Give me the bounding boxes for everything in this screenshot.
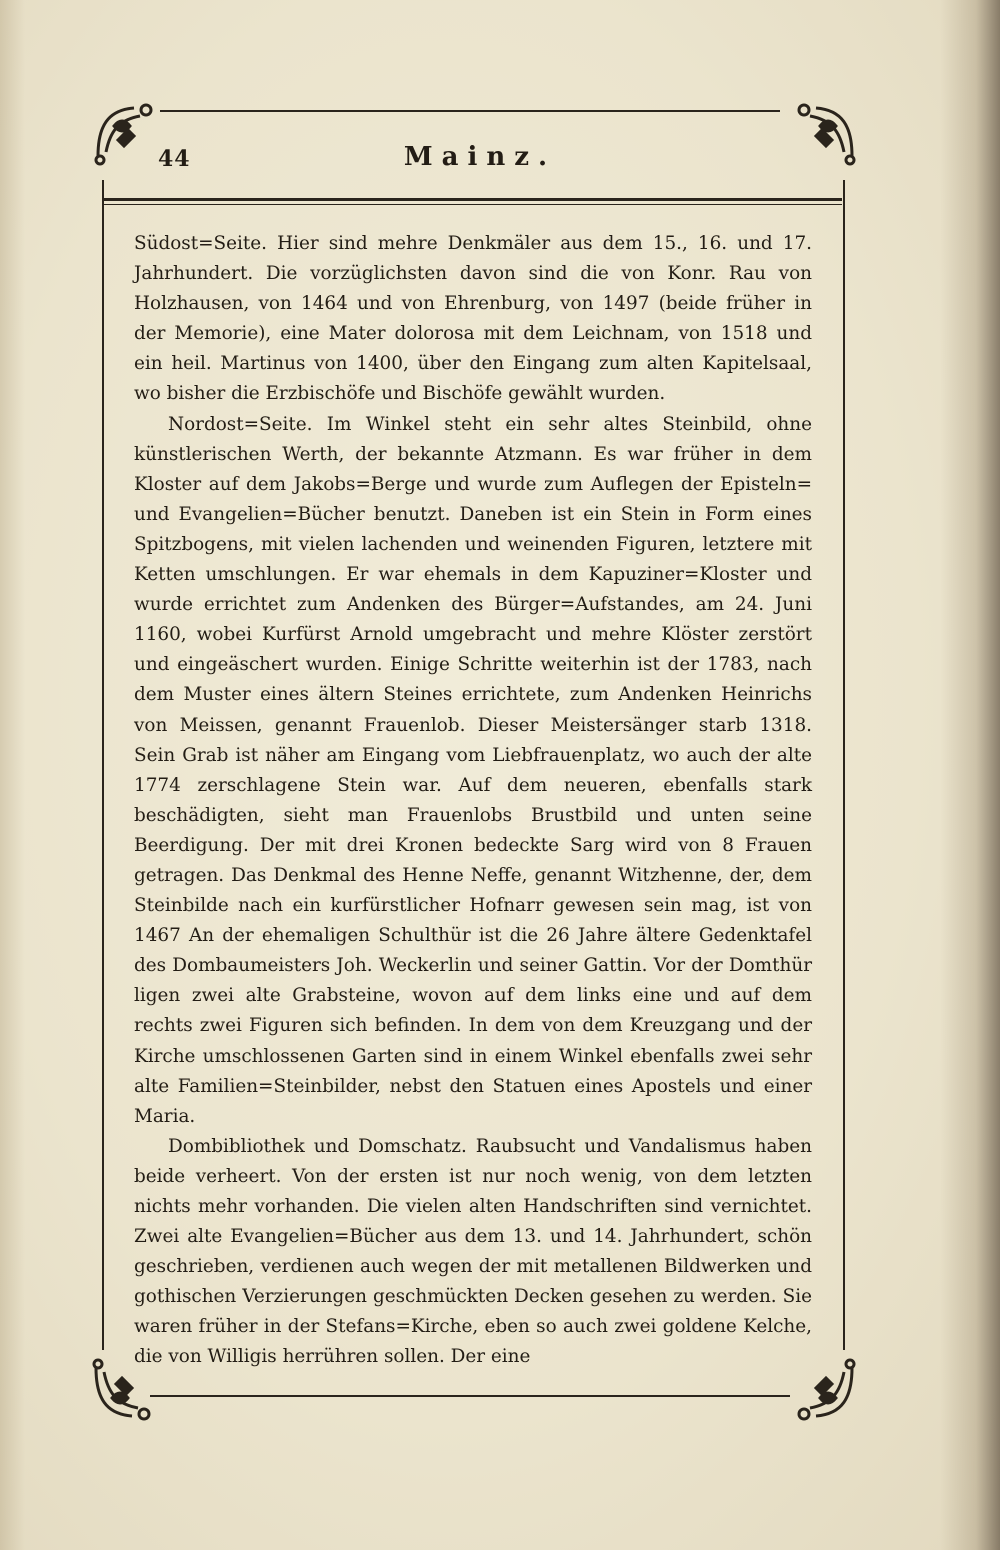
header-double-rule bbox=[104, 198, 842, 205]
page-number: 44 bbox=[158, 146, 191, 172]
paragraph-suedost-seite: Südost=Seite. Hier sind mehre Denkmäler aus dem 15., 16. und 17. Jahrhundert. Die vorzüglichsten davon sind die von Konr. Rau von Holzhausen, von 1464 und von Ehrenburg, von 1497 (beide früher in der Memorie), eine Mater dolorosa mit dem Leichnam, von 1518 und ein heil. Martinus von 1400, über den Eingang zum alten Kapitelsaal, wo bisher die Erzbischöfe und Bischöfe gewählt wurden. bbox=[134, 233, 812, 405]
running-head-title: Mainz. bbox=[403, 142, 557, 172]
frame-top-rule bbox=[160, 110, 780, 112]
page-edge-shadow-left bbox=[0, 0, 25, 1550]
frame-left-rule bbox=[102, 180, 104, 1350]
body-text bbox=[134, 229, 812, 1373]
paragraph-nordost-seite: Nordost=Seite. Im Winkel steht ein sehr altes Steinbild, ohne künstlerischen Werth, der bekannte Atzmann. Es war früher in dem Kloster auf dem Jakobs=Berge und wurde zum Auflegen der Episteln= und Evangelien=Bücher benutzt. Daneben ist ein Stein in Form eines Spitzbogens, mit vielen lachenden und weinenden Figuren, letztere mit Ketten umschlungen. Er war ehemals in dem Kapuziner=Kloster und wurde errichtet zum Andenken des Bürger=Aufstandes, am 24. Juni 1160, wobei Kurfürst Arnold umgebracht und mehre Klöster zerstört und eingeäschert wurden. Einige Schritte weiterhin ist der 1783, nach dem Muster eines ältern Steines errichtete, zum Andenken Heinrichs von Meissen, genannt Frauenlob. Dieser Meistersänger starb 1318. Sein Grab ist näher am Eingang vom Liebfrauenplatz, wo auch der alte 1774 zerschlagene Stein war. Auf dem neueren, ebenfalls stark beschädigten, sieht man Frauenlobs Brustbild und unten seine Beerdigung. Der mit drei Kronen bedeckte Sarg wird von 8 Frauen getragen. Das Denkmal des Henne Neffe, genannt Witzhenne, der, dem Steinbilde nach ein kurfürstlicher Hofnarr gewesen sein mag, ist von 1467 An der ehemaligen Schulthür ist die 26 Jahre ältere Gedenktafel des Dombaumeisters Joh. Weckerlin und seiner Gattin. Vor der Domthür ligen zwei alte Grabsteine, wovon auf dem links eine und auf dem rechts zwei Figuren sich befinden. In dem von dem Kreuzgang und der Kirche umschlossenen Garten sind in einem Winkel ebenfalls zwei sehr alte Familien=Steinbilder, nebst den Statuen eines Apostels und einer Maria. bbox=[134, 413, 812, 1127]
book-spine-shadow bbox=[940, 0, 1000, 1550]
paragraph-dombibliothek: Dombibliothek und Domschatz. Raubsucht und Vandalismus haben beide verheert. Von der ersten ist nur noch wenig, von dem letzten nichts mehr vorhanden. Die vielen alten Handschriften sind vernichtet. Zwei alte Evangelien=Bücher aus dem 13. und 14. Jahrhundert, schön geschrieben, verdienen auch wegen der mit metallenen Bildwerken und gothischen Verzierungen geschmückten Decken gesehen zu werden. Sie waren früher in der Stefans=Kirche, eben so auch zwei goldene Kelche, die von Willigis herrühren sollen. Der eine bbox=[134, 1135, 812, 1368]
frame-bottom-rule bbox=[150, 1395, 790, 1397]
corner-ornament-top-left bbox=[88, 96, 160, 168]
corner-ornament-top-right bbox=[790, 96, 862, 168]
frame-right-rule bbox=[843, 180, 845, 1350]
